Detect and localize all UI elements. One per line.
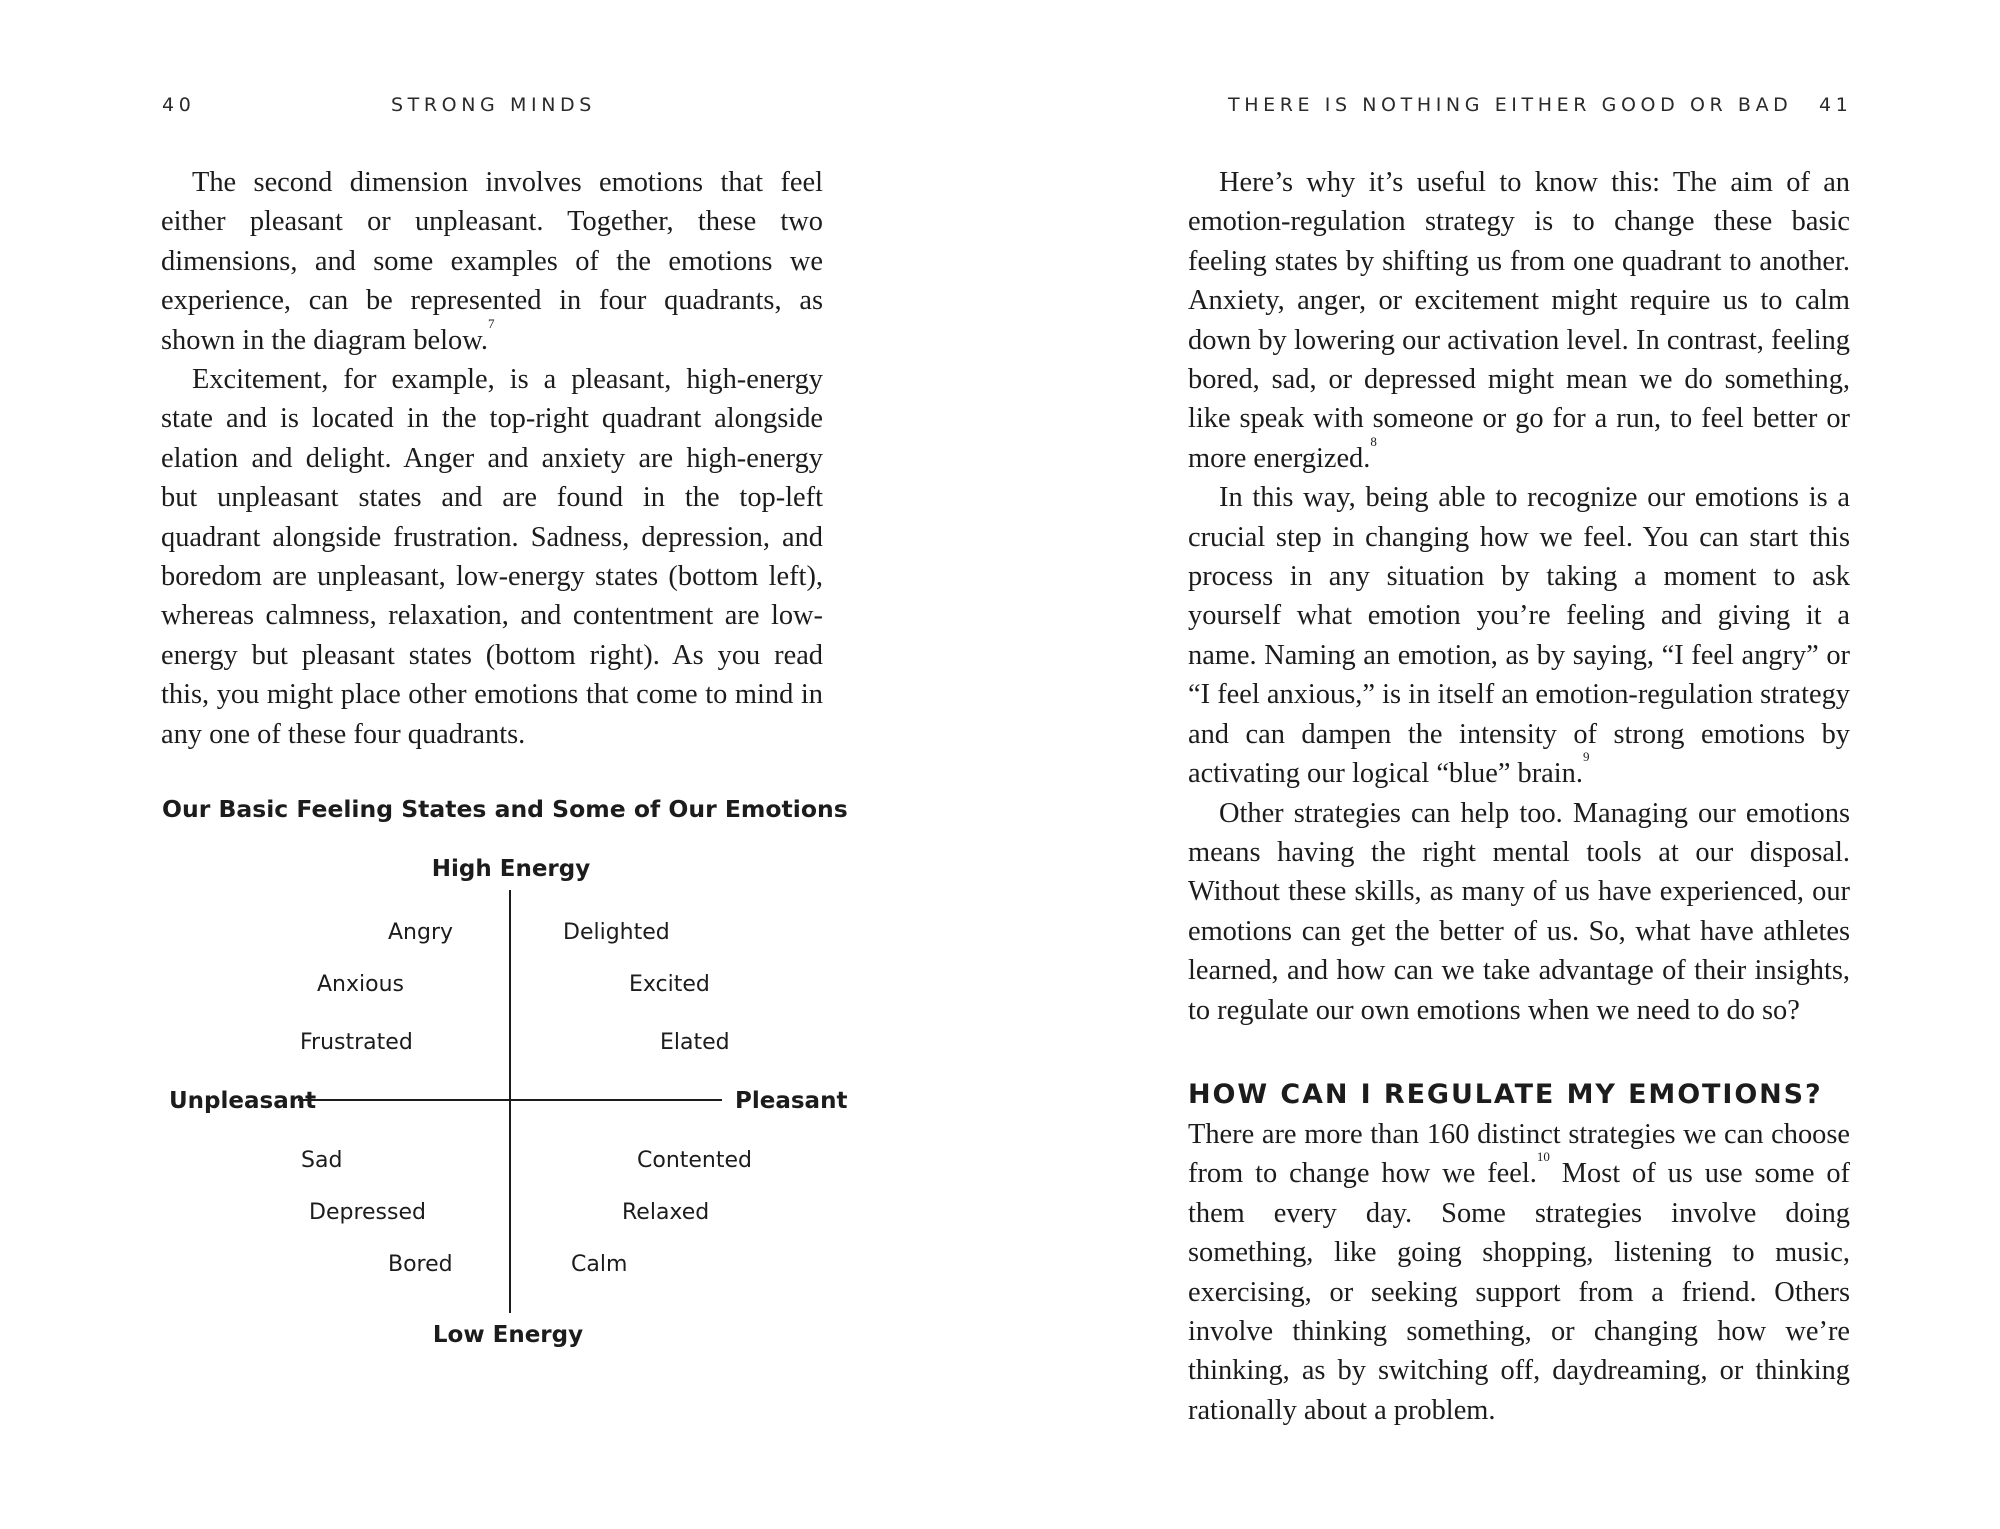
emotion-label-calm: Calm — [571, 1252, 628, 1277]
feeling-states-quadrant-chart — [150, 845, 850, 1365]
footnote-ref-8[interactable]: 8 — [1370, 433, 1377, 449]
left-paragraph-1: The second dimension involves emotions that feel either pleasant or unpleasant. Together, these two dimensions, and some examples of the emotions we experience, can be represented in four quadrants, as shown in the diagram below.$^7$ — [161, 167, 823, 356]
right-running-head: THERE IS NOTHING EITHER GOOD OR BAD — [1228, 94, 1793, 116]
emotion-label-bored: Bored — [388, 1252, 453, 1277]
emotion-label-relaxed: Relaxed — [622, 1200, 710, 1225]
emotion-label-sad: Sad — [301, 1148, 343, 1173]
right-page-number: 41 — [1819, 94, 1853, 116]
footnote-ref-10[interactable]: 10 — [1536, 1149, 1550, 1165]
emotion-label-delighted: Delighted — [563, 920, 670, 945]
right-paragraph-4: There are more than 160 distinct strategies we can choose from to change how we feel.$^{10}$ Most of us use some of them every day. Some strategies involve doing something, like going shopping, listening to music, exercising, or seeking support from a friend. Others involve thinking something, or changing how we’re thinking, as by switching off, daydreaming, or thinking rationally about a problem. — [1188, 1118, 1850, 1426]
section-heading: HOW CAN I REGULATE MY EMOTIONS? — [1188, 1078, 1823, 1110]
axis-label-pleasant: Pleasant — [735, 1088, 848, 1114]
emotion-label-angry: Angry — [388, 920, 454, 945]
footnote-ref-9[interactable]: 9 — [1582, 749, 1590, 765]
chart-title: Our Basic Feeling States and Some of Our Emotions — [162, 795, 848, 823]
emotion-label-elated: Elated — [660, 1030, 730, 1055]
axis-label-low-energy: Low Energy — [432, 1322, 584, 1348]
left-paragraph-2: Excitement, for example, is a pleasant, high-energy state and is located in the top-right quadrant alongside elation and delight. Anger and anxiety are high-energy but unpleasant states and are found in the top-left quadrant alongside frustration. Sadness, depression, and boredom are unpleasant, low-energy states (bottom left), whereas calmness, relaxation, and contentment are low-energy but pleasant states (bottom right). As you read this, you might place other emotions that come to mind in any one of these four quadrants. — [161, 364, 823, 750]
emotion-label-frustrated: Frustrated — [300, 1030, 413, 1055]
axis-label-high-energy: High Energy — [431, 856, 591, 882]
emotion-label-depressed: Depressed — [309, 1200, 426, 1225]
left-page-number: 40 — [162, 94, 196, 116]
right-paragraph-3: Other strategies can help too. Managing our emotions means having the right mental tools at our disposal. Without these skills, as many of us have experienced, our emotions can get the better of us. So, what have athletes learned, and how can we take advantage of their insights, to regulate our own emotions when we need to do so? — [1188, 797, 1850, 1026]
emotion-label-excited: Excited — [629, 972, 710, 997]
emotion-label-contented: Contented — [637, 1148, 752, 1173]
axis-label-unpleasant: Unpleasant — [169, 1088, 317, 1114]
left-page-body — [161, 163, 823, 754]
footnote-ref-7[interactable]: 7 — [487, 315, 495, 331]
emotion-label-anxious: Anxious — [317, 972, 404, 997]
right-paragraph-1: Here’s why it’s useful to know this: The aim of an emotion-regulation strategy is to change these basic feeling states by shifting us from one quadrant to another. Anxiety, anger, or excitement might require us to calm down by lowering our activation level. In contrast, feeling bored, sad, or depressed might mean we do something, like speak with someone or go for a run, to feel better or more energized.$^8$ — [1188, 167, 1850, 474]
left-running-head: STRONG MINDS — [391, 94, 596, 116]
right-page-body — [1188, 163, 1850, 1430]
right-paragraph-2: In this way, being able to recognize our emotions is a crucial step in changing how we feel. You can start this process in any situation by taking a moment to ask yourself what emotion you’re feeling and giving it a name. Naming an emotion, as by saying, “I feel angry” or “I feel anxious,” is in itself an emotion-regulation strategy and can dampen the intensity of strong emotions by activating our logical “blue” brain.$^9$ — [1188, 482, 1850, 790]
